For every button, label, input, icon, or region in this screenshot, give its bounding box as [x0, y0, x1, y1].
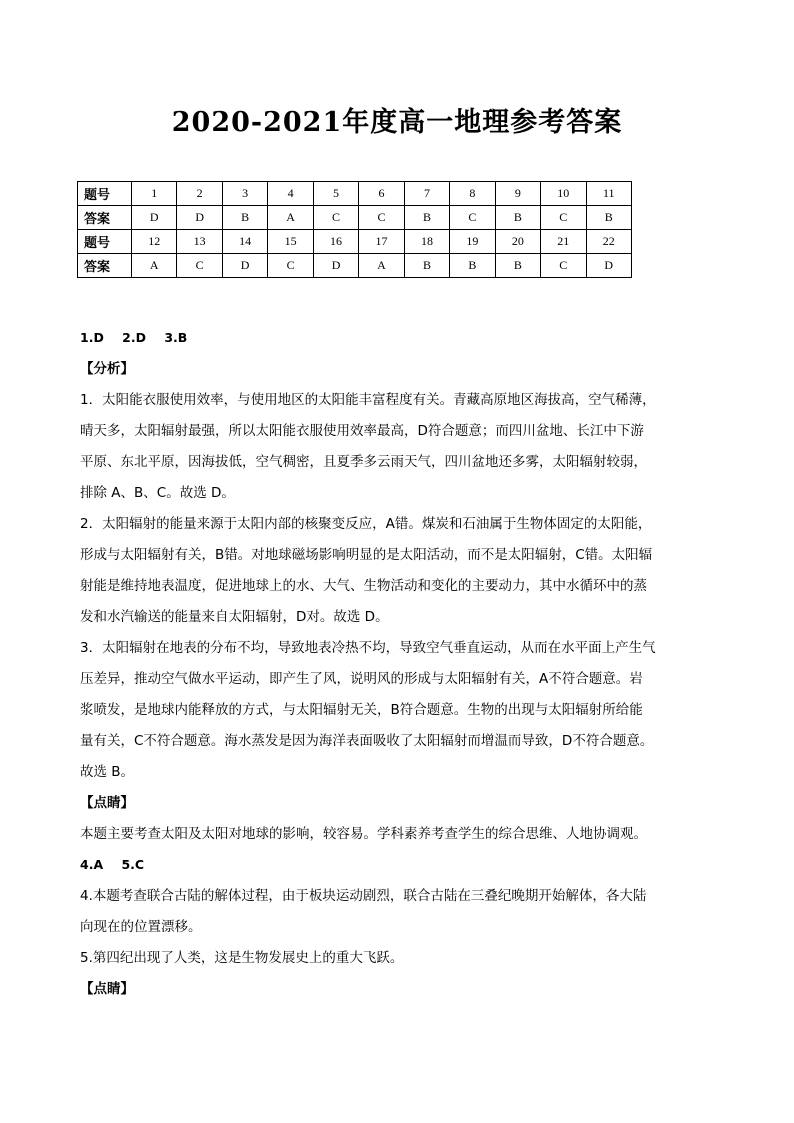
table-cell: A	[268, 206, 313, 230]
table-cell: 8	[450, 182, 495, 206]
answer-row-1	[78, 206, 632, 230]
comment-label: 【点睛】	[80, 795, 134, 811]
table-cell: 19	[450, 230, 495, 254]
page-title: 2020-2021年度高一地理参考答案	[171, 107, 623, 138]
answers-line-2: 4.A 5.C	[80, 857, 145, 872]
table-cell: 3	[222, 182, 267, 206]
p1-line-1: 1．太阳能衣服使用效率，与使用地区的太阳能丰富程度有关。青藏高原地区海拔高，空气稀薄，	[80, 392, 656, 408]
table-cell: C	[268, 254, 313, 278]
table-cell: D	[586, 254, 631, 278]
p2-line-2: 形成与太阳辐射有关，B错。对地球磁场影响明显的是太阳活动，而不是太阳辐射，C错。太阳辐	[80, 547, 653, 563]
row-header: 题号	[78, 182, 132, 206]
table-cell: 4	[268, 182, 313, 206]
table-cell: 17	[359, 230, 404, 254]
table-cell: C	[450, 206, 495, 230]
table-cell: C	[541, 254, 586, 278]
table-cell: 11	[586, 182, 631, 206]
table-cell: C	[541, 206, 586, 230]
table-cell: B	[586, 206, 631, 230]
table-cell: A	[132, 254, 177, 278]
table-cell: B	[404, 254, 449, 278]
question-row-1	[78, 182, 632, 206]
table-cell: 10	[541, 182, 586, 206]
table-cell: D	[132, 206, 177, 230]
table-cell: A	[359, 254, 404, 278]
table-cell: 20	[495, 230, 540, 254]
table-cell: 6	[359, 182, 404, 206]
table-cell: C	[313, 206, 358, 230]
p2-line-4: 发和水汽输送的能量来自太阳辐射，D对。故选 D。	[80, 609, 389, 625]
analysis-label: 【分析】	[80, 361, 134, 377]
answer-row-2	[78, 254, 632, 278]
table-cell: 13	[177, 230, 222, 254]
table-cell: 18	[404, 230, 449, 254]
table-cell: 7	[404, 182, 449, 206]
row-header: 答案	[78, 206, 132, 230]
p3-line-2: 压差异，推动空气做水平运动，即产生了风，说明风的形成与太阳辐射有关，A不符合题意。岩	[80, 671, 643, 687]
table-cell: 5	[313, 182, 358, 206]
table-cell: B	[404, 206, 449, 230]
table-cell: C	[177, 254, 222, 278]
question-row-2	[78, 230, 632, 254]
table-cell: C	[359, 206, 404, 230]
p3-line-3: 浆喷发，是地球内能释放的方式，与太阳辐射无关，B符合题意。生物的出现与太阳辐射所给能	[80, 702, 643, 718]
table-cell: B	[495, 254, 540, 278]
table-cell: 9	[495, 182, 540, 206]
table-cell: D	[222, 254, 267, 278]
table-cell: D	[177, 206, 222, 230]
answer-table	[77, 181, 632, 278]
table-cell: B	[222, 206, 267, 230]
table-cell: B	[450, 254, 495, 278]
p3-line-5: 故选 B。	[80, 764, 135, 780]
comment-text: 本题主要考查太阳及太阳对地球的影响，较容易。学科素养考查学生的综合思维、人地协调观。	[80, 826, 647, 842]
p3-line-4: 量有关，C不符合题意。海水蒸发是因为海洋表面吸收了太阳辐射而增温而导致，D不符合题意。	[80, 733, 654, 749]
table-cell: B	[495, 206, 540, 230]
table-cell: 2	[177, 182, 222, 206]
p2-line-3: 射能是维持地表温度，促进地球上的水、大气、生物活动和变化的主要动力，其中水循环中的蒸	[80, 578, 647, 594]
p1-line-2: 晴天多，太阳辐射最强，所以太阳能衣服使用效率最高，D符合题意；而四川盆地、长江中下游	[80, 423, 644, 439]
p1-line-4: 排除 A、B、C。故选 D。	[80, 485, 235, 501]
p5-line-1: 5.第四纪出现了人类，这是生物发展史上的重大飞跃。	[80, 950, 404, 966]
p4-line-1: 4.本题考查联合古陆的解体过程，由于板块运动剧烈，联合古陆在三叠纪晚期开始解体，各大陆	[80, 888, 647, 904]
table-cell: 21	[541, 230, 586, 254]
answers-line-1: 1.D 2.D 3.B	[80, 330, 188, 345]
p1-line-3: 平原、东北平原，因海拔低，空气稠密，且夏季多云雨天气，四川盆地还多雾，太阳辐射较弱，	[80, 454, 647, 470]
p2-line-1: 2．太阳辐射的能量来源于太阳内部的核聚变反应，A错。煤炭和石油属于生物体固定的太阳能，	[80, 516, 652, 532]
table-cell: 1	[132, 182, 177, 206]
table-cell: 14	[222, 230, 267, 254]
row-header: 答案	[78, 254, 132, 278]
comment-label-2: 【点睛】	[80, 981, 134, 997]
row-header: 题号	[78, 230, 132, 254]
table-cell: 12	[132, 230, 177, 254]
p4-line-2: 向现在的位置漂移。	[80, 919, 202, 935]
table-cell: 15	[268, 230, 313, 254]
table-cell: D	[313, 254, 358, 278]
table-cell: 16	[313, 230, 358, 254]
table-cell: 22	[586, 230, 631, 254]
p3-line-1: 3．太阳辐射在地表的分布不均，导致地表冷热不均，导致空气垂直运动，从而在水平面上产生气	[80, 640, 656, 656]
